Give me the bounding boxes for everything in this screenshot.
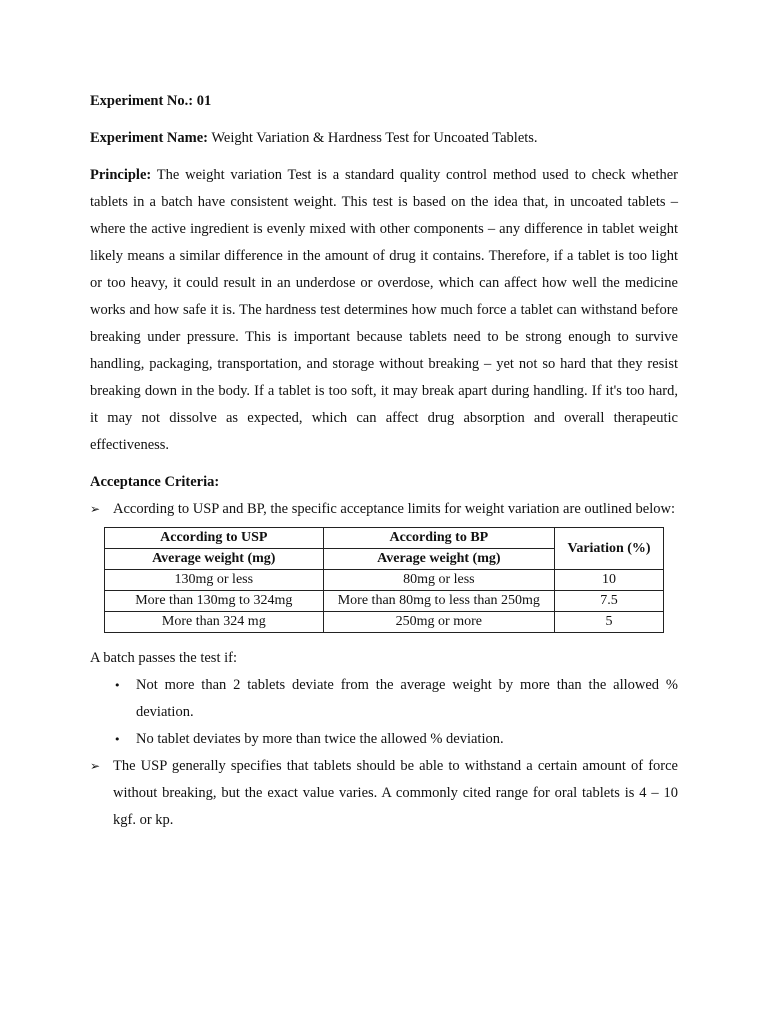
acceptance-heading-text: Acceptance Criteria: <box>90 474 220 490</box>
list-item <box>90 726 678 753</box>
hardness-note-item <box>90 753 678 834</box>
hardness-note-text: The USP generally specifies that tablets should be able to withstand a certain amount of force without breaking, but the exact value varies. A commonly cited range for oral tablets is 4 – 10 kgf. or kp. <box>113 758 678 828</box>
acceptance-heading <box>90 469 678 496</box>
experiment-name-value: Weight Variation & Hardness Test for Uncoated Tablets. <box>211 130 538 146</box>
acceptance-intro-text: According to USP and BP, the specific acceptance limits for weight variation are outlined below: <box>113 501 675 517</box>
experiment-name <box>90 125 678 152</box>
variation-cell: 10 <box>555 570 664 591</box>
experiment-name-label: Experiment Name: <box>90 130 208 146</box>
variation-cell: 5 <box>555 612 664 633</box>
bullet-text: Not more than 2 tablets deviate from the average weight by more than the allowed % deviation. <box>136 677 678 720</box>
bp-subheader: Average weight (mg) <box>323 549 555 570</box>
principle-label: Principle: <box>90 167 152 183</box>
experiment-number-label: Experiment No.: <box>90 93 194 109</box>
arrow-bullet-icon: ➢ <box>90 502 101 516</box>
bp-cell: 250mg or more <box>323 612 555 633</box>
variation-cell: 7.5 <box>555 591 664 612</box>
table-row <box>105 612 664 633</box>
pass-intro: A batch passes the test if: <box>90 650 237 666</box>
arrow-bullet-icon: ➢ <box>90 759 101 773</box>
bullet-icon: • <box>114 733 121 746</box>
principle-text: The weight variation Test is a standard quality control method used to check whether tablets in a batch have consistent weight. This test is based on the idea that, in uncoated tablets – where the active ingredient is evenly mixed with other components – any difference in tablet weight likely means a similar difference in the amount of drug it contains. Therefore, if a tablet is too light or too heavy, it could result in an underdose or overdose, which can affect how well the medicine works and how safe it is. The hardness test determines how much force a tablet can withstand before breaking under pressure. This is important because tablets need to be strong enough to survive handling, packaging, transportation, and storage without breaking – yet not so hard that they resist breaking down in the body. If a tablet is too soft, it may break apart during handling. If it's too hard, it may not dissolve as expected, which can affect drug absorption and overall therapeutic effectiveness. <box>90 167 678 453</box>
experiment-number-value: 01 <box>196 93 212 109</box>
usp-cell: 130mg or less <box>105 570 324 591</box>
usp-header: According to USP <box>105 528 324 549</box>
usp-cell: More than 130mg to 324mg <box>105 591 324 612</box>
bp-header: According to BP <box>323 528 555 549</box>
weight-variation-table <box>104 527 664 633</box>
table-row <box>105 570 664 591</box>
bullet-icon: • <box>114 679 121 692</box>
principle-paragraph <box>90 162 678 459</box>
table-header-row <box>105 528 664 549</box>
bullet-text: No tablet deviates by more than twice the allowed % deviation. <box>136 731 504 747</box>
table-row <box>105 591 664 612</box>
document-page <box>90 88 678 834</box>
bp-cell: 80mg or less <box>323 570 555 591</box>
list-item <box>90 672 678 726</box>
bp-cell: More than 80mg to less than 250mg <box>323 591 555 612</box>
experiment-number <box>90 88 678 115</box>
variation-header: Variation (%) <box>555 528 664 570</box>
usp-subheader: Average weight (mg) <box>105 549 324 570</box>
acceptance-intro-item <box>90 496 678 523</box>
usp-cell: More than 324 mg <box>105 612 324 633</box>
